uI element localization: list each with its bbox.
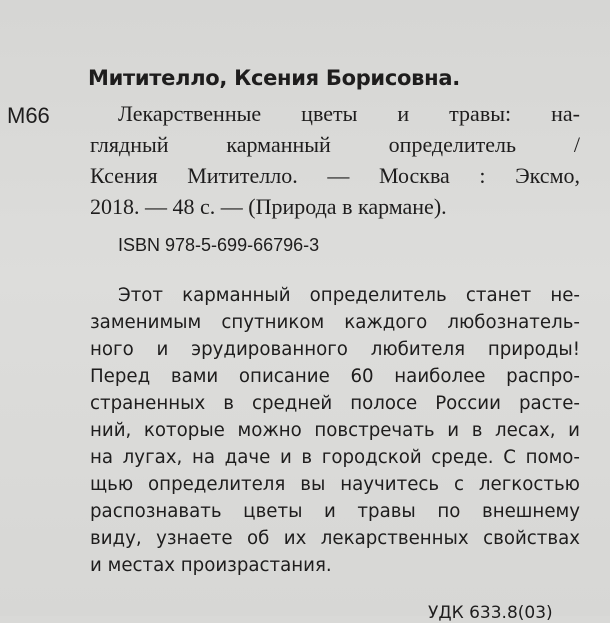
abstract-line: распознавать цветы и травы по внешнему — [90, 501, 580, 522]
bibliographic-line: 2018. — 48 с. — (Природа в кармане). — [90, 194, 447, 219]
isbn: ISBN 978-5-699-66796-3 — [118, 235, 320, 255]
bibliographic-description — [90, 98, 580, 222]
abstract-line: Этот карманный определитель станет не- — [118, 285, 580, 306]
abstract-line: заменимым спутником каждого любознатель- — [90, 312, 580, 333]
abstract-paragraph — [90, 282, 580, 579]
bibliographic-line: глядный карманный определитель / — [90, 132, 580, 157]
abstract-line: страненных в средней полосе России расте- — [90, 393, 580, 414]
bibliographic-line: Лекарственные цветы и травы: на- — [118, 101, 580, 126]
udc-classification: УДК 633.8(03) — [428, 603, 553, 623]
abstract-line: щью определителя вы научитесь с легкостью — [90, 474, 580, 495]
library-code: М66 — [7, 103, 50, 128]
abstract-line: виду, узнаете об их лекарственных свойствах — [90, 528, 580, 549]
abstract-line: Перед вами описание 60 наиболее распро- — [90, 366, 580, 387]
abstract-line: ного и эрудированного любителя природы! — [90, 339, 580, 360]
bibliographic-line: Ксения Митителло. — Москва : Эксмо, — [90, 163, 580, 188]
abstract-line: и местах произрастания. — [90, 555, 332, 576]
abstract-line: ний, которые можно повстречать и в лесах, и — [90, 420, 580, 441]
abstract-line: на лугах, на даче и в городской среде. С помо- — [90, 447, 580, 468]
author-heading: Митителло, Ксения Борисовна. — [88, 66, 460, 90]
